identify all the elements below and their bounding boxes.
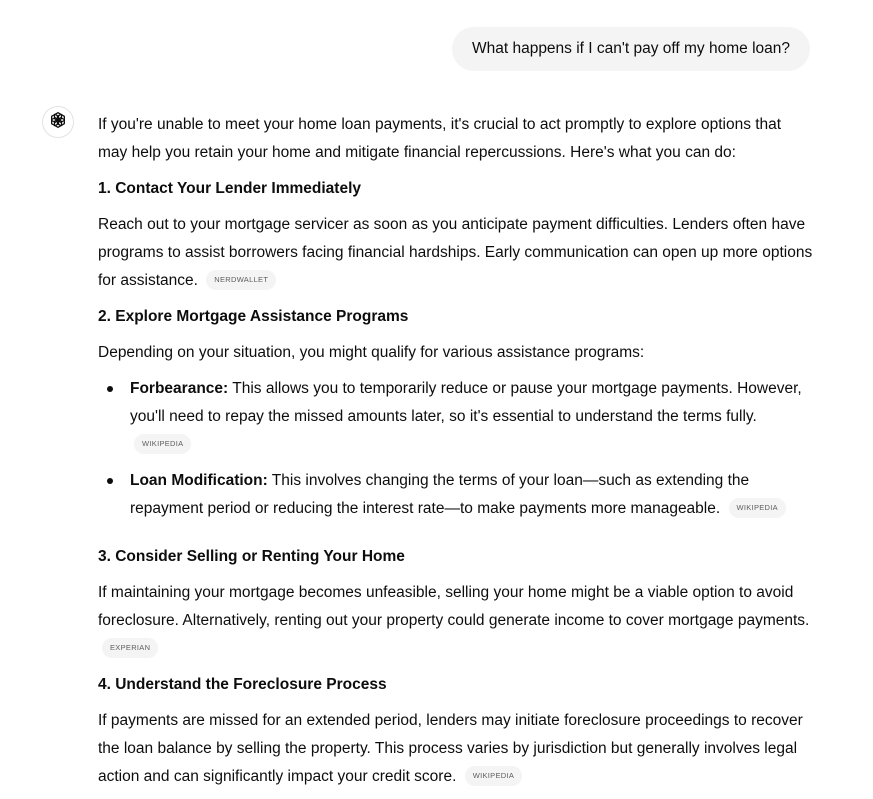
section-text: If maintaining your mortgage becomes unfeasible, selling your home might be a viable option to avoid foreclosure. Alternatively, renting out your property could generate income to cover mortgage payments. — [98, 584, 810, 629]
bullet-list — [98, 375, 814, 523]
citation-chip[interactable]: WIKIPEDIA — [134, 434, 191, 454]
user-message-text: What happens if I can't pay off my home loan? — [471, 40, 790, 57]
citation-chip[interactable]: WIKIPEDIA — [729, 498, 786, 518]
section-paragraph — [98, 707, 814, 791]
section-paragraph — [98, 579, 814, 663]
assistant-response — [98, 111, 814, 799]
openai-logo-icon — [48, 110, 68, 135]
section-heading: 4. Understand the Foreclosure Process — [98, 676, 387, 693]
section-text: Reach out to your mortgage servicer as soon as you anticipate payment difficulties. Lenders often have programs to assist borrowers facing financial hardships. Early communication can open up more options for assistance. — [98, 216, 813, 289]
intro-paragraph: If you're unable to meet your home loan payments, it's crucial to act promptly to explore options that may help you retain your home and mitigate financial repercussions. Here's what you can do: — [98, 116, 782, 161]
section-paragraph: Depending on your situation, you might qualify for various assistance programs: — [98, 344, 645, 361]
list-item-label: Forbearance: — [130, 380, 229, 397]
section-paragraph — [98, 211, 814, 295]
list-item-text: This allows you to temporarily reduce or pause your mortgage payments. However, you'll need to repay the missed amounts later, so it's essential to understand the terms fully. — [130, 380, 802, 425]
section-heading: 2. Explore Mortgage Assistance Programs — [98, 308, 409, 325]
list-item-text: This involves changing the terms of your loan—such as extending the repayment period or reducing the interest rate—to make payments more manageable. — [130, 472, 750, 517]
section-text: If payments are missed for an extended period, lenders may initiate foreclosure proceedings to recover the loan balance by selling the property. This process varies by jurisdiction but generally involves legal action and can significantly impact your credit score. — [98, 712, 803, 785]
citation-chip[interactable]: EXPERIAN — [102, 638, 158, 658]
user-message-bubble — [452, 27, 810, 71]
list-item-label: Loan Modification: — [130, 472, 268, 489]
section-heading: 1. Contact Your Lender Immediately — [98, 180, 361, 197]
assistant-avatar — [42, 106, 74, 138]
citation-chip[interactable]: NERDWALLET — [206, 270, 276, 290]
list-item — [130, 467, 814, 523]
citation-chip[interactable]: WIKIPEDIA — [465, 766, 522, 786]
section-heading: 3. Consider Selling or Renting Your Home — [98, 548, 405, 565]
list-item — [130, 375, 814, 459]
